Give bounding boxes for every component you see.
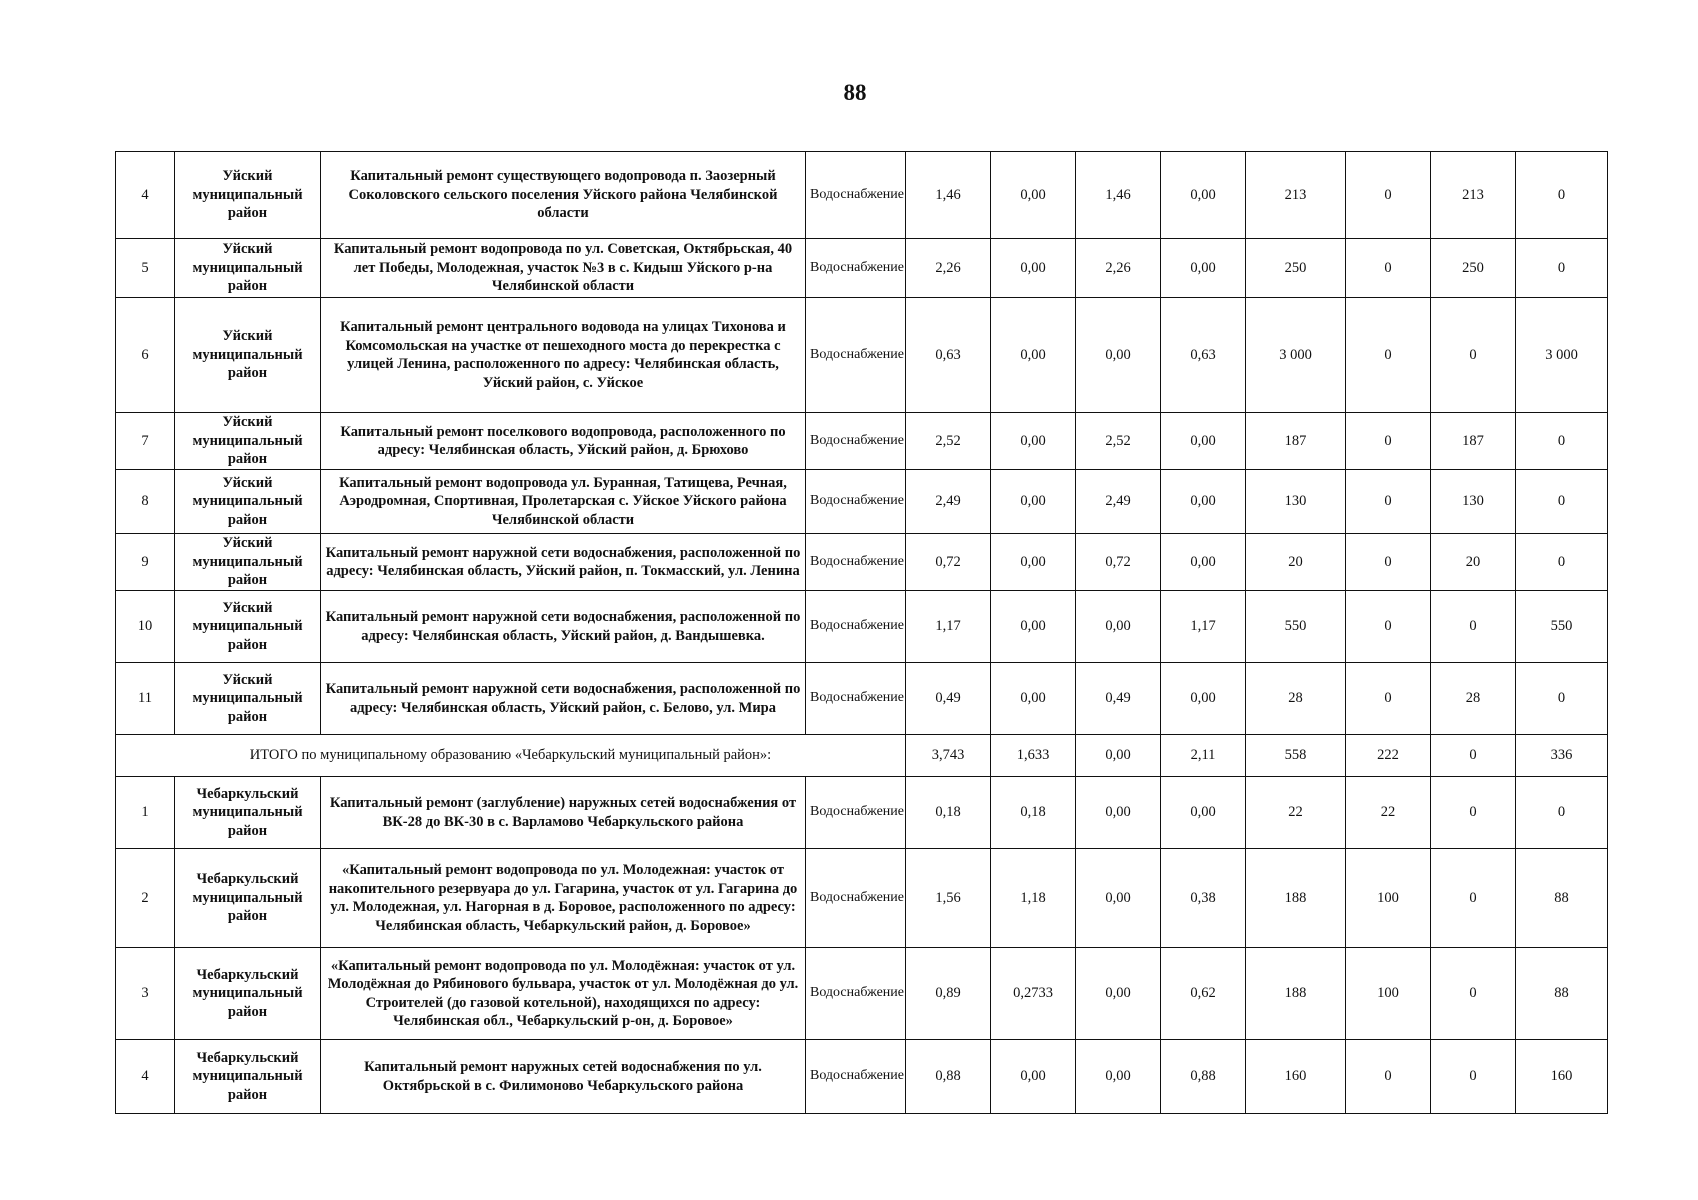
value-cell-4: 0,62 (1161, 948, 1246, 1040)
value-cell-5: 130 (1246, 470, 1346, 534)
table-row (116, 534, 1608, 591)
description-cell: Капитальный ремонт центрального водовода на улицах Тихонова и Комсомольская на участке от пешеходного моста до перекрестка с улицей Ленина, расположенного по адресу: Челябинская область, Уйский район, с. Уйское (321, 298, 806, 413)
total-row (116, 735, 1608, 777)
value-cell-4: 0,00 (1161, 534, 1246, 591)
value-cell-2: 0,00 (991, 591, 1076, 663)
value-cell-3: 0,00 (1076, 777, 1161, 849)
category-cell: Водоснабжение (806, 470, 906, 534)
row-number: 9 (116, 534, 175, 591)
value-cell-5: 160 (1246, 1040, 1346, 1114)
value-cell-5: 213 (1246, 152, 1346, 239)
page-number: 88 (843, 80, 867, 105)
category-cell: Водоснабжение (806, 239, 906, 298)
value-cell-7: 0 (1431, 298, 1516, 413)
value-cell-1: 1,56 (906, 849, 991, 948)
value-cell-2: 1,633 (991, 735, 1076, 777)
description-cell: Капитальный ремонт наружных сетей водоснабжения по ул. Октябрьской в с. Филимоново Чебаркульского района (321, 1040, 806, 1114)
value-cell-4: 0,00 (1161, 470, 1246, 534)
value-cell-4: 0,00 (1161, 663, 1246, 735)
municipality-cell: Уйский муниципальный район (175, 470, 321, 534)
row-number: 3 (116, 948, 175, 1040)
row-number: 10 (116, 591, 175, 663)
table-row (116, 470, 1608, 534)
row-number: 2 (116, 849, 175, 948)
row-number: 11 (116, 663, 175, 735)
description-cell: «Капитальный ремонт водопровода по ул. Молодёжная: участок от ул. Молодёжная до Рябинового бульвара, участок от ул. Молодёжная до ул. Строителей (до газовой котельной), находящихся по адресу: Челябинская обл., Чебаркульский р-он, д. Боровое» (321, 948, 806, 1040)
value-cell-7: 20 (1431, 534, 1516, 591)
value-cell-1: 0,49 (906, 663, 991, 735)
value-cell-6: 0 (1346, 1040, 1431, 1114)
value-cell-2: 0,00 (991, 534, 1076, 591)
category-cell: Водоснабжение (806, 1040, 906, 1114)
value-cell-5: 550 (1246, 591, 1346, 663)
value-cell-2: 0,00 (991, 152, 1076, 239)
table-row (116, 591, 1608, 663)
value-cell-1: 0,89 (906, 948, 991, 1040)
value-cell-3: 0,00 (1076, 591, 1161, 663)
value-cell-6: 0 (1346, 152, 1431, 239)
value-cell-4: 0,38 (1161, 849, 1246, 948)
value-cell-5: 22 (1246, 777, 1346, 849)
value-cell-8: 0 (1516, 470, 1608, 534)
municipality-cell: Уйский муниципальный район (175, 152, 321, 239)
value-cell-7: 213 (1431, 152, 1516, 239)
value-cell-6: 0 (1346, 298, 1431, 413)
category-cell: Водоснабжение (806, 413, 906, 470)
value-cell-1: 2,52 (906, 413, 991, 470)
municipality-cell: Уйский муниципальный район (175, 534, 321, 591)
row-number: 5 (116, 239, 175, 298)
value-cell-4: 0,00 (1161, 413, 1246, 470)
value-cell-1: 1,46 (906, 152, 991, 239)
row-number: 6 (116, 298, 175, 413)
value-cell-4: 0,63 (1161, 298, 1246, 413)
municipality-cell: Чебаркульский муниципальный район (175, 1040, 321, 1114)
category-cell: Водоснабжение (806, 152, 906, 239)
value-cell-2: 0,2733 (991, 948, 1076, 1040)
table-row (116, 413, 1608, 470)
table-row (116, 849, 1608, 948)
table-row (116, 1040, 1608, 1114)
category-cell: Водоснабжение (806, 948, 906, 1040)
value-cell-6: 100 (1346, 849, 1431, 948)
value-cell-8: 88 (1516, 849, 1608, 948)
table-row (116, 152, 1608, 239)
value-cell-7: 0 (1431, 948, 1516, 1040)
municipality-cell: Уйский муниципальный район (175, 663, 321, 735)
value-cell-2: 1,18 (991, 849, 1076, 948)
value-cell-3: 0,00 (1076, 948, 1161, 1040)
municipality-cell: Уйский муниципальный район (175, 413, 321, 470)
category-cell: Водоснабжение (806, 534, 906, 591)
value-cell-6: 0 (1346, 663, 1431, 735)
municipality-cell: Чебаркульский муниципальный район (175, 948, 321, 1040)
value-cell-1: 2,49 (906, 470, 991, 534)
total-label: ИТОГО по муниципальному образованию «Чебаркульский муниципальный район»: (116, 735, 906, 777)
value-cell-5: 188 (1246, 948, 1346, 1040)
value-cell-2: 0,00 (991, 470, 1076, 534)
value-cell-1: 0,88 (906, 1040, 991, 1114)
municipality-cell: Уйский муниципальный район (175, 298, 321, 413)
value-cell-7: 187 (1431, 413, 1516, 470)
value-cell-1: 2,26 (906, 239, 991, 298)
table-row (116, 298, 1608, 413)
value-cell-7: 0 (1431, 777, 1516, 849)
value-cell-7: 0 (1431, 849, 1516, 948)
value-cell-8: 550 (1516, 591, 1608, 663)
row-number: 8 (116, 470, 175, 534)
table-body (116, 152, 1608, 1114)
value-cell-7: 130 (1431, 470, 1516, 534)
value-cell-6: 222 (1346, 735, 1431, 777)
value-cell-8: 160 (1516, 1040, 1608, 1114)
value-cell-4: 2,11 (1161, 735, 1246, 777)
value-cell-5: 28 (1246, 663, 1346, 735)
value-cell-8: 0 (1516, 663, 1608, 735)
value-cell-6: 0 (1346, 239, 1431, 298)
description-cell: «Капитальный ремонт водопровода по ул. Молодежная: участок от накопительного резервуара до ул. Гагарина, участок от ул. Гагарина до ул. Молодежная, ул. Нагорная в д. Боровое, расположенного по адресу: Челябинская область, Чебаркульский район, д. Боровое» (321, 849, 806, 948)
description-cell: Капитальный ремонт поселкового водопровода, расположенного по адресу: Челябинская область, Уйский район, д. Брюхово (321, 413, 806, 470)
value-cell-8: 0 (1516, 152, 1608, 239)
row-number: 7 (116, 413, 175, 470)
description-cell: Капитальный ремонт наружной сети водоснабжения, расположенной по адресу: Челябинская область, Уйский район, с. Белово, ул. Мира (321, 663, 806, 735)
value-cell-8: 0 (1516, 777, 1608, 849)
projects-table (115, 151, 1608, 1114)
value-cell-2: 0,00 (991, 239, 1076, 298)
municipality-cell: Чебаркульский муниципальный район (175, 849, 321, 948)
value-cell-5: 20 (1246, 534, 1346, 591)
value-cell-6: 0 (1346, 413, 1431, 470)
municipality-cell: Уйский муниципальный район (175, 591, 321, 663)
description-cell: Капитальный ремонт (заглубление) наружных сетей водоснабжения от ВК-28 до ВК-30 в с. Варламово Чебаркульского района (321, 777, 806, 849)
value-cell-1: 0,18 (906, 777, 991, 849)
value-cell-5: 188 (1246, 849, 1346, 948)
value-cell-5: 558 (1246, 735, 1346, 777)
value-cell-4: 0,00 (1161, 239, 1246, 298)
value-cell-5: 187 (1246, 413, 1346, 470)
table-row (116, 239, 1608, 298)
description-cell: Капитальный ремонт водопровода по ул. Советская, Октябрьская, 40 лет Победы, Молодежная, участок №3 в с. Кидыш Уйского р-на Челябинской области (321, 239, 806, 298)
category-cell: Водоснабжение (806, 298, 906, 413)
row-number: 4 (116, 1040, 175, 1114)
value-cell-2: 0,00 (991, 663, 1076, 735)
value-cell-1: 0,72 (906, 534, 991, 591)
description-cell: Капитальный ремонт существующего водопровода п. Заозерный Соколовского сельского поселения Уйского района Челябинской области (321, 152, 806, 239)
value-cell-8: 3 000 (1516, 298, 1608, 413)
category-cell: Водоснабжение (806, 849, 906, 948)
value-cell-7: 250 (1431, 239, 1516, 298)
value-cell-3: 0,00 (1076, 298, 1161, 413)
value-cell-6: 0 (1346, 470, 1431, 534)
value-cell-8: 88 (1516, 948, 1608, 1040)
value-cell-6: 0 (1346, 534, 1431, 591)
category-cell: Водоснабжение (806, 663, 906, 735)
value-cell-1: 3,743 (906, 735, 991, 777)
table-row (116, 663, 1608, 735)
category-cell: Водоснабжение (806, 591, 906, 663)
value-cell-2: 0,00 (991, 298, 1076, 413)
value-cell-4: 1,17 (1161, 591, 1246, 663)
municipality-cell: Уйский муниципальный район (175, 239, 321, 298)
value-cell-3: 0,49 (1076, 663, 1161, 735)
row-number: 1 (116, 777, 175, 849)
value-cell-3: 2,26 (1076, 239, 1161, 298)
value-cell-4: 0,88 (1161, 1040, 1246, 1114)
description-cell: Капитальный ремонт наружной сети водоснабжения, расположенной по адресу: Челябинская область, Уйский район, п. Токмасский, ул. Ленина (321, 534, 806, 591)
value-cell-3: 0,00 (1076, 849, 1161, 948)
table-row (116, 777, 1608, 849)
value-cell-3: 1,46 (1076, 152, 1161, 239)
value-cell-3: 0,00 (1076, 735, 1161, 777)
value-cell-4: 0,00 (1161, 777, 1246, 849)
value-cell-6: 22 (1346, 777, 1431, 849)
value-cell-1: 0,63 (906, 298, 991, 413)
value-cell-7: 0 (1431, 735, 1516, 777)
value-cell-5: 3 000 (1246, 298, 1346, 413)
value-cell-8: 0 (1516, 239, 1608, 298)
value-cell-5: 250 (1246, 239, 1346, 298)
value-cell-7: 0 (1431, 591, 1516, 663)
value-cell-2: 0,00 (991, 1040, 1076, 1114)
value-cell-6: 0 (1346, 591, 1431, 663)
value-cell-7: 0 (1431, 1040, 1516, 1114)
description-cell: Капитальный ремонт водопровода ул. Буранная, Татищева, Речная, Аэродромная, Спортивная, Пролетарская с. Уйское Уйского района Челябинской области (321, 470, 806, 534)
value-cell-6: 100 (1346, 948, 1431, 1040)
category-cell: Водоснабжение (806, 777, 906, 849)
value-cell-3: 2,49 (1076, 470, 1161, 534)
value-cell-1: 1,17 (906, 591, 991, 663)
value-cell-2: 0,18 (991, 777, 1076, 849)
municipality-cell: Чебаркульский муниципальный район (175, 777, 321, 849)
row-number: 4 (116, 152, 175, 239)
table-row (116, 948, 1608, 1040)
value-cell-7: 28 (1431, 663, 1516, 735)
value-cell-8: 336 (1516, 735, 1608, 777)
value-cell-2: 0,00 (991, 413, 1076, 470)
value-cell-3: 2,52 (1076, 413, 1161, 470)
value-cell-4: 0,00 (1161, 152, 1246, 239)
value-cell-8: 0 (1516, 534, 1608, 591)
value-cell-3: 0,72 (1076, 534, 1161, 591)
value-cell-8: 0 (1516, 413, 1608, 470)
value-cell-3: 0,00 (1076, 1040, 1161, 1114)
description-cell: Капитальный ремонт наружной сети водоснабжения, расположенной по адресу: Челябинская область, Уйский район, д. Вандышевка. (321, 591, 806, 663)
